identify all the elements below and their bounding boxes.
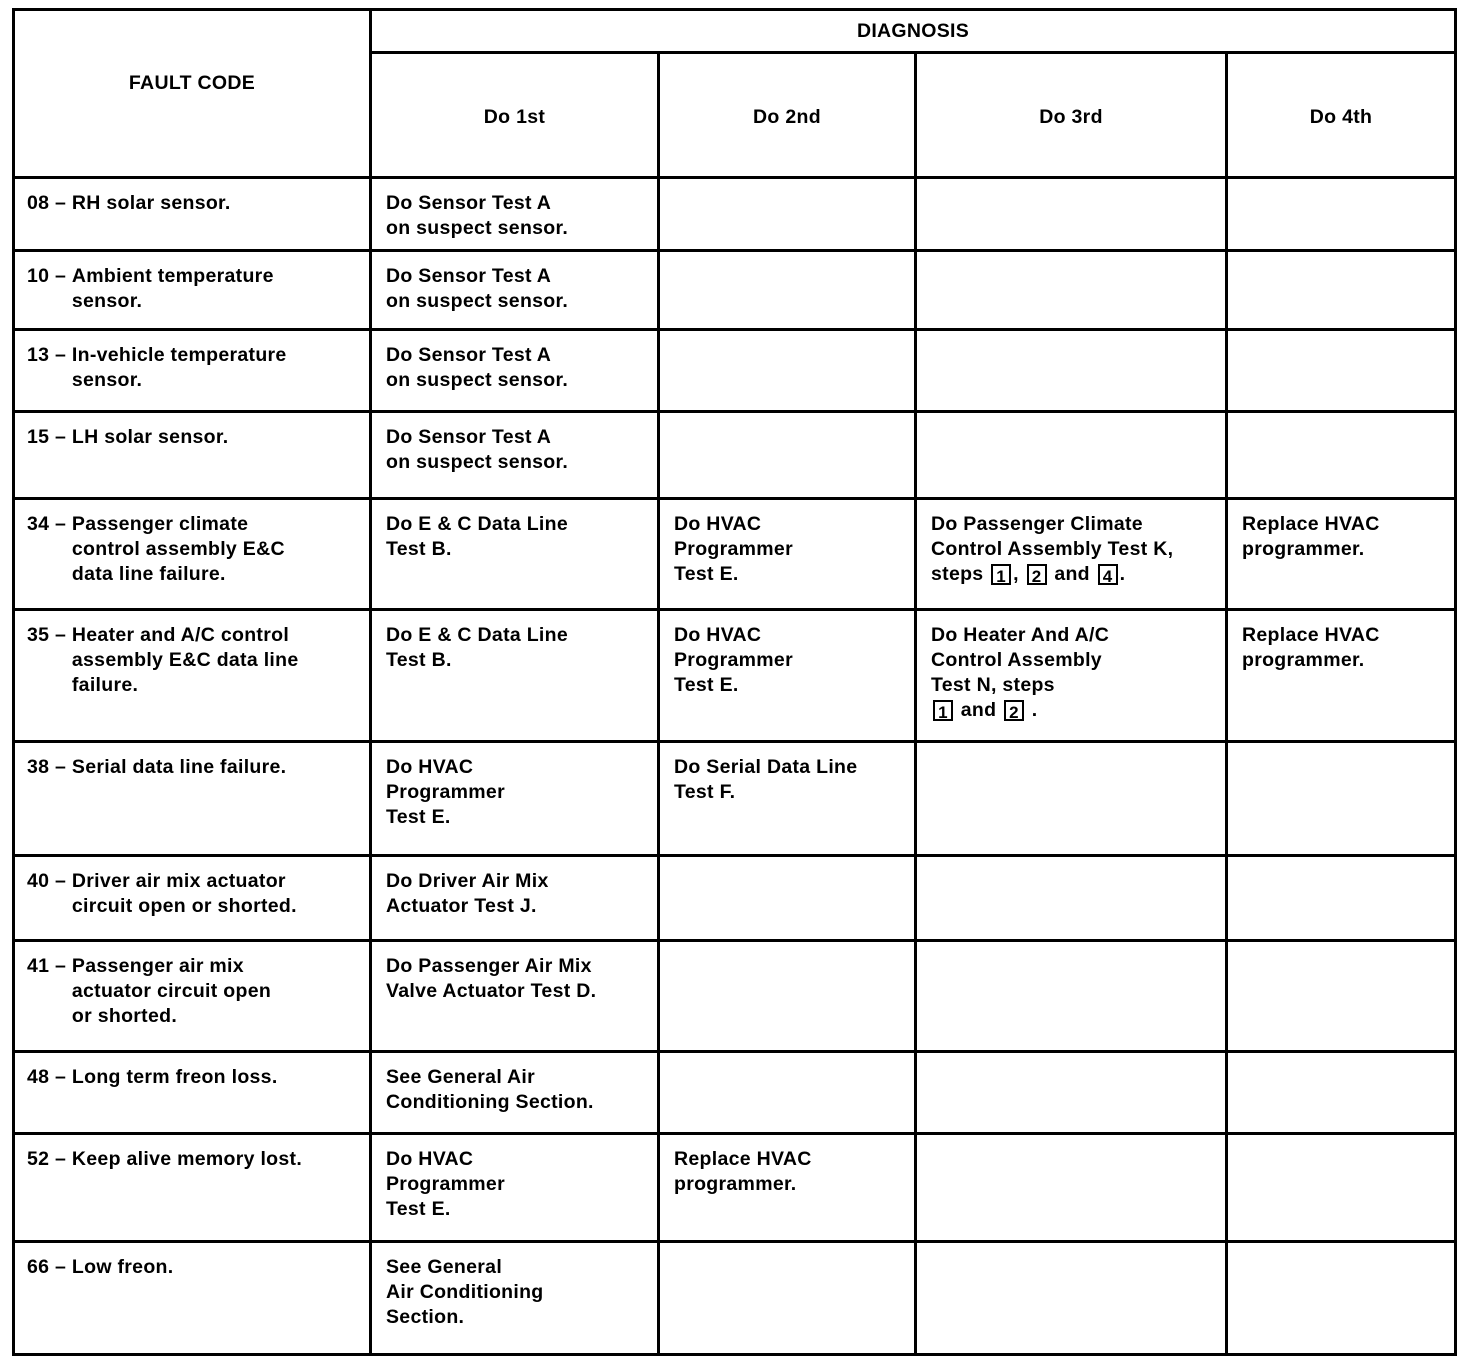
table-row [14,412,1456,499]
do-3rd-cell: Do Heater And A/C Control Assembly Test N, steps 1 and 2 . [916,610,1227,742]
fault-code-number: 41 [27,955,50,977]
step-number-box: 2 [1027,564,1047,585]
fault-code-description: In-vehicle temperature sensor. [71,344,287,391]
do-3rd-cell [916,1242,1227,1355]
do-2nd-cell: Do Serial Data Line Test F. [659,742,916,856]
do-4th-cell [1227,412,1456,499]
table-row [14,1052,1456,1134]
table-row [14,251,1456,330]
do-1st-cell: Do HVAC Programmer Test E. [371,742,659,856]
fault-code-number: 38 [27,756,50,778]
fault-code-number: 13 [27,344,50,366]
do-3rd-header: Do 3rd [916,53,1227,178]
do-4th-cell [1227,742,1456,856]
fault-code-description: Passenger climate control assembly E&C data line failure. [71,513,285,585]
do-1st-cell: Do Sensor Test A on suspect sensor. [371,412,659,499]
do-2nd-cell: Do HVAC Programmer Test E. [659,499,916,610]
fault-code-description: Keep alive memory lost. [71,1148,303,1170]
step-number-box: 1 [991,564,1011,585]
fault-code-cell: 13 – In-vehicle temperature sensor. [14,330,371,412]
table-row [14,1242,1456,1355]
fault-code-number: 52 [27,1148,50,1170]
fault-code-cell: 41 – Passenger air mix actuator circuit open or shorted. [14,941,371,1052]
do-2nd-cell [659,412,916,499]
fault-code-cell: 40 – Driver air mix actuator circuit open or shorted. [14,856,371,941]
fault-code-description: Long term freon loss. [71,1066,278,1088]
fault-code-cell: 38 – Serial data line failure. [14,742,371,856]
table-row [14,1134,1456,1242]
diagnosis-header: DIAGNOSIS [371,10,1456,53]
do-2nd-header: Do 2nd [659,53,916,178]
fault-code-description: RH solar sensor. [71,192,231,214]
do-1st-cell: Do E & C Data Line Test B. [371,610,659,742]
fault-code-description: Low freon. [71,1256,174,1278]
do-2nd-cell [659,1052,916,1134]
fault-code-number: 08 [27,192,50,214]
do-1st-cell: Do E & C Data Line Test B. [371,499,659,610]
fault-code-description: Serial data line failure. [71,756,287,778]
fault-code-number: 40 [27,870,50,892]
do-1st-cell: Do Sensor Test A on suspect sensor. [371,251,659,330]
do-3rd-cell [916,412,1227,499]
do-4th-cell [1227,1052,1456,1134]
do-2nd-cell: Do HVAC Programmer Test E. [659,610,916,742]
do-3rd-cell [916,856,1227,941]
table-row [14,941,1456,1052]
do-2nd-cell [659,251,916,330]
do-3rd-cell [916,178,1227,251]
step-number-box: 1 [933,700,953,721]
do-3rd-cell [916,251,1227,330]
do-1st-cell: Do HVAC Programmer Test E. [371,1134,659,1242]
do-4th-header: Do 4th [1227,53,1456,178]
fault-code-number: 34 [27,513,50,535]
table-row [14,499,1456,610]
do-1st-cell: Do Passenger Air Mix Valve Actuator Test D. [371,941,659,1052]
do-2nd-cell [659,856,916,941]
do-4th-cell [1227,941,1456,1052]
do-3rd-cell [916,941,1227,1052]
fault-code-cell: 15 – LH solar sensor. [14,412,371,499]
table-row [14,610,1456,742]
step-number-box: 4 [1098,564,1118,585]
do-2nd-cell [659,178,916,251]
fault-code-cell: 35 – Heater and A/C control assembly E&C data line failure. [14,610,371,742]
fault-code-header: FAULT CODE [14,10,371,178]
fault-code-description: Driver air mix actuator circuit open or shorted. [71,870,297,917]
do-4th-cell [1227,1134,1456,1242]
fault-code-number: 66 [27,1256,50,1278]
do-4th-cell [1227,251,1456,330]
fault-code-description: Passenger air mix actuator circuit open or shorted. [71,955,272,1027]
fault-code-cell: 10 – Ambient temperature sensor. [14,251,371,330]
fault-code-cell: 08 – RH solar sensor. [14,178,371,251]
fault-code-cell: 52 – Keep alive memory lost. [14,1134,371,1242]
table-row [14,856,1456,941]
fault-code-number: 35 [27,624,50,646]
do-4th-cell: Replace HVAC programmer. [1227,610,1456,742]
fault-code-cell: 48 – Long term freon loss. [14,1052,371,1134]
do-1st-cell: See General Air Conditioning Section. [371,1242,659,1355]
do-4th-cell: Replace HVAC programmer. [1227,499,1456,610]
table-row [14,742,1456,856]
do-3rd-cell: Do Passenger Climate Control Assembly Test K, steps 1 , 2 and 4 . [916,499,1227,610]
do-4th-cell [1227,1242,1456,1355]
fault-code-cell: 66 – Low freon. [14,1242,371,1355]
fault-code-number: 48 [27,1066,50,1088]
do-3rd-cell [916,742,1227,856]
fault-code-description: Ambient temperature sensor. [71,265,274,312]
do-2nd-cell [659,941,916,1052]
do-4th-cell [1227,330,1456,412]
do-3rd-cell [916,330,1227,412]
fault-code-description: LH solar sensor. [71,426,229,448]
do-1st-cell: Do Sensor Test A on suspect sensor. [371,330,659,412]
do-1st-header: Do 1st [371,53,659,178]
do-2nd-cell: Replace HVAC programmer. [659,1134,916,1242]
do-4th-cell [1227,856,1456,941]
do-2nd-cell [659,330,916,412]
fault-code-number: 10 [27,265,50,287]
do-3rd-cell [916,1052,1227,1134]
table-row [14,330,1456,412]
do-1st-cell: Do Driver Air Mix Actuator Test J. [371,856,659,941]
do-1st-cell: See General Air Conditioning Section. [371,1052,659,1134]
fault-code-cell: 34 – Passenger climate control assembly E&C data line failure. [14,499,371,610]
fault-code-diagnosis-table [12,8,1457,1356]
fault-code-number: 15 [27,426,50,448]
table-row [14,178,1456,251]
do-3rd-cell [916,1134,1227,1242]
do-1st-cell: Do Sensor Test A on suspect sensor. [371,178,659,251]
fault-code-description: Heater and A/C control assembly E&C data line failure. [71,624,299,696]
step-number-box: 2 [1004,700,1024,721]
do-2nd-cell [659,1242,916,1355]
do-4th-cell [1227,178,1456,251]
